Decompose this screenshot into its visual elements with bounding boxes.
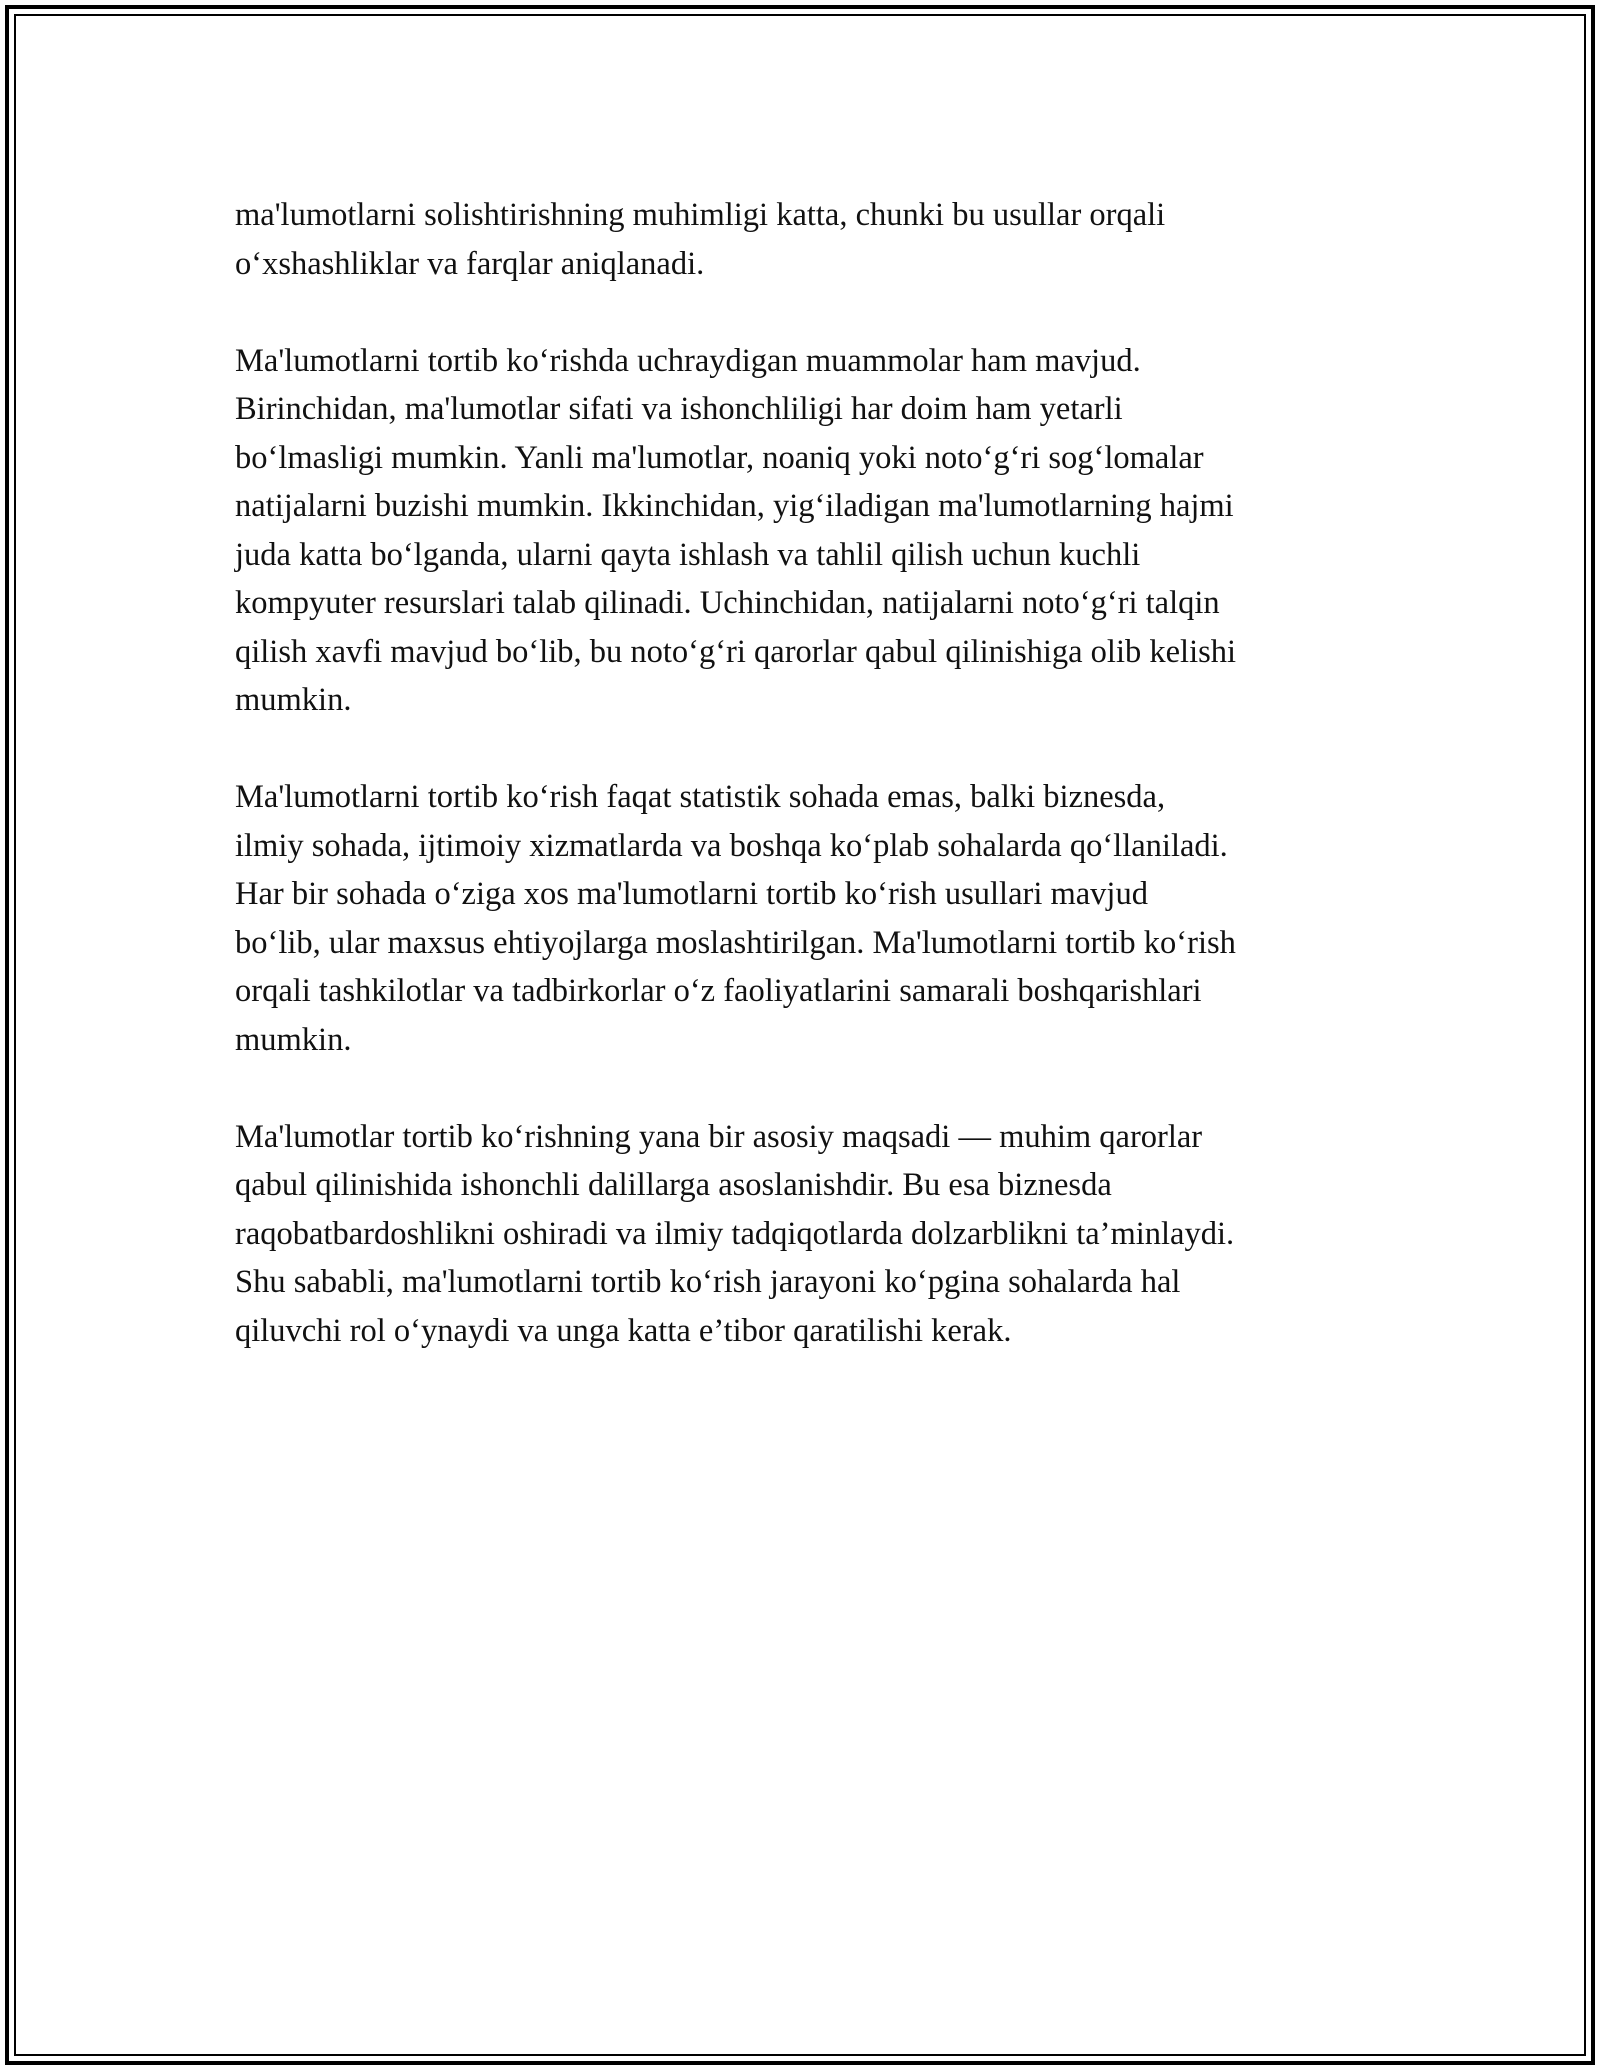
text-line: qiluvchi rol o‘ynaydi va unga katta e’tibor qaratilishi kerak.	[235, 1312, 1012, 1349]
text-line: qabul qilinishida ishonchli dalillarga asoslanishdir. Bu esa biznesda	[235, 1167, 1112, 1203]
paragraph	[235, 191, 1410, 288]
text-line: kompyuter resurslari talab qilinadi. Uchinchidan, natijalarni noto‘g‘ri talqin	[235, 585, 1220, 621]
text-line: ma'lumotlarni solishtirishning muhimligi katta, chunki bu usullar orqali	[235, 197, 1166, 233]
paragraph	[235, 773, 1410, 1064]
text-line: Shu sababli, ma'lumotlarni tortib ko‘rish jarayoni ko‘pgina sohalarda hal	[235, 1264, 1181, 1300]
text-line: orqali tashkilotlar va tadbirkorlar o‘z faoliyatlarini samarali boshqarishlari	[235, 973, 1202, 1009]
text-line: bo‘lib, ular maxsus ehtiyojlarga moslashtirilgan. Ma'lumotlarni tortib ko‘rish	[235, 924, 1236, 961]
text-line: mumkin.	[235, 1021, 352, 1058]
text-line: Ma'lumotlar tortib ko‘rishning yana bir asosiy maqsadi — muhim qarorlar	[235, 1118, 1203, 1155]
paragraph	[235, 1113, 1410, 1356]
text-line: juda katta bo‘lganda, ularni qayta ishlash va tahlil qilish uchun kuchli	[235, 536, 1141, 573]
text-line: bo‘lmasligi mumkin. Yanli ma'lumotlar, noaniq yoki noto‘g‘ri sog‘lomalar	[235, 439, 1204, 476]
text-line: o‘xshashliklar va farqlar aniqlanadi.	[235, 245, 705, 282]
text-line: Birinchidan, ma'lumotlar sifati va ishonchliligi har doim ham yetarli	[235, 391, 1123, 427]
document-body	[235, 191, 1410, 1404]
text-line: Ma'lumotlarni tortib ko‘rishda uchraydigan muammolar ham mavjud.	[235, 342, 1141, 379]
paragraph	[235, 337, 1410, 725]
text-line: qilish xavfi mavjud bo‘lib, bu noto‘g‘ri qarorlar qabul qilinishiga olib kelishi	[235, 633, 1237, 670]
text-line: Ma'lumotlarni tortib ko‘rish faqat statistik sohada emas, balki biznesda,	[235, 779, 1166, 815]
text-line: Har bir sohada o‘ziga xos ma'lumotlarni tortib ko‘rish usullari mavjud	[235, 876, 1148, 912]
text-line: raqobatbardoshlikni oshiradi va ilmiy tadqiqotlarda dolzarblikni ta’minlaydi.	[235, 1215, 1235, 1252]
text-line: natijalarni buzishi mumkin. Ikkinchidan, yig‘iladigan ma'lumotlarning hajmi	[235, 488, 1234, 524]
text-line: mumkin.	[235, 682, 352, 718]
text-line: ilmiy sohada, ijtimoiy xizmatlarda va boshqa ko‘plab sohalarda qo‘llaniladi.	[235, 827, 1228, 864]
